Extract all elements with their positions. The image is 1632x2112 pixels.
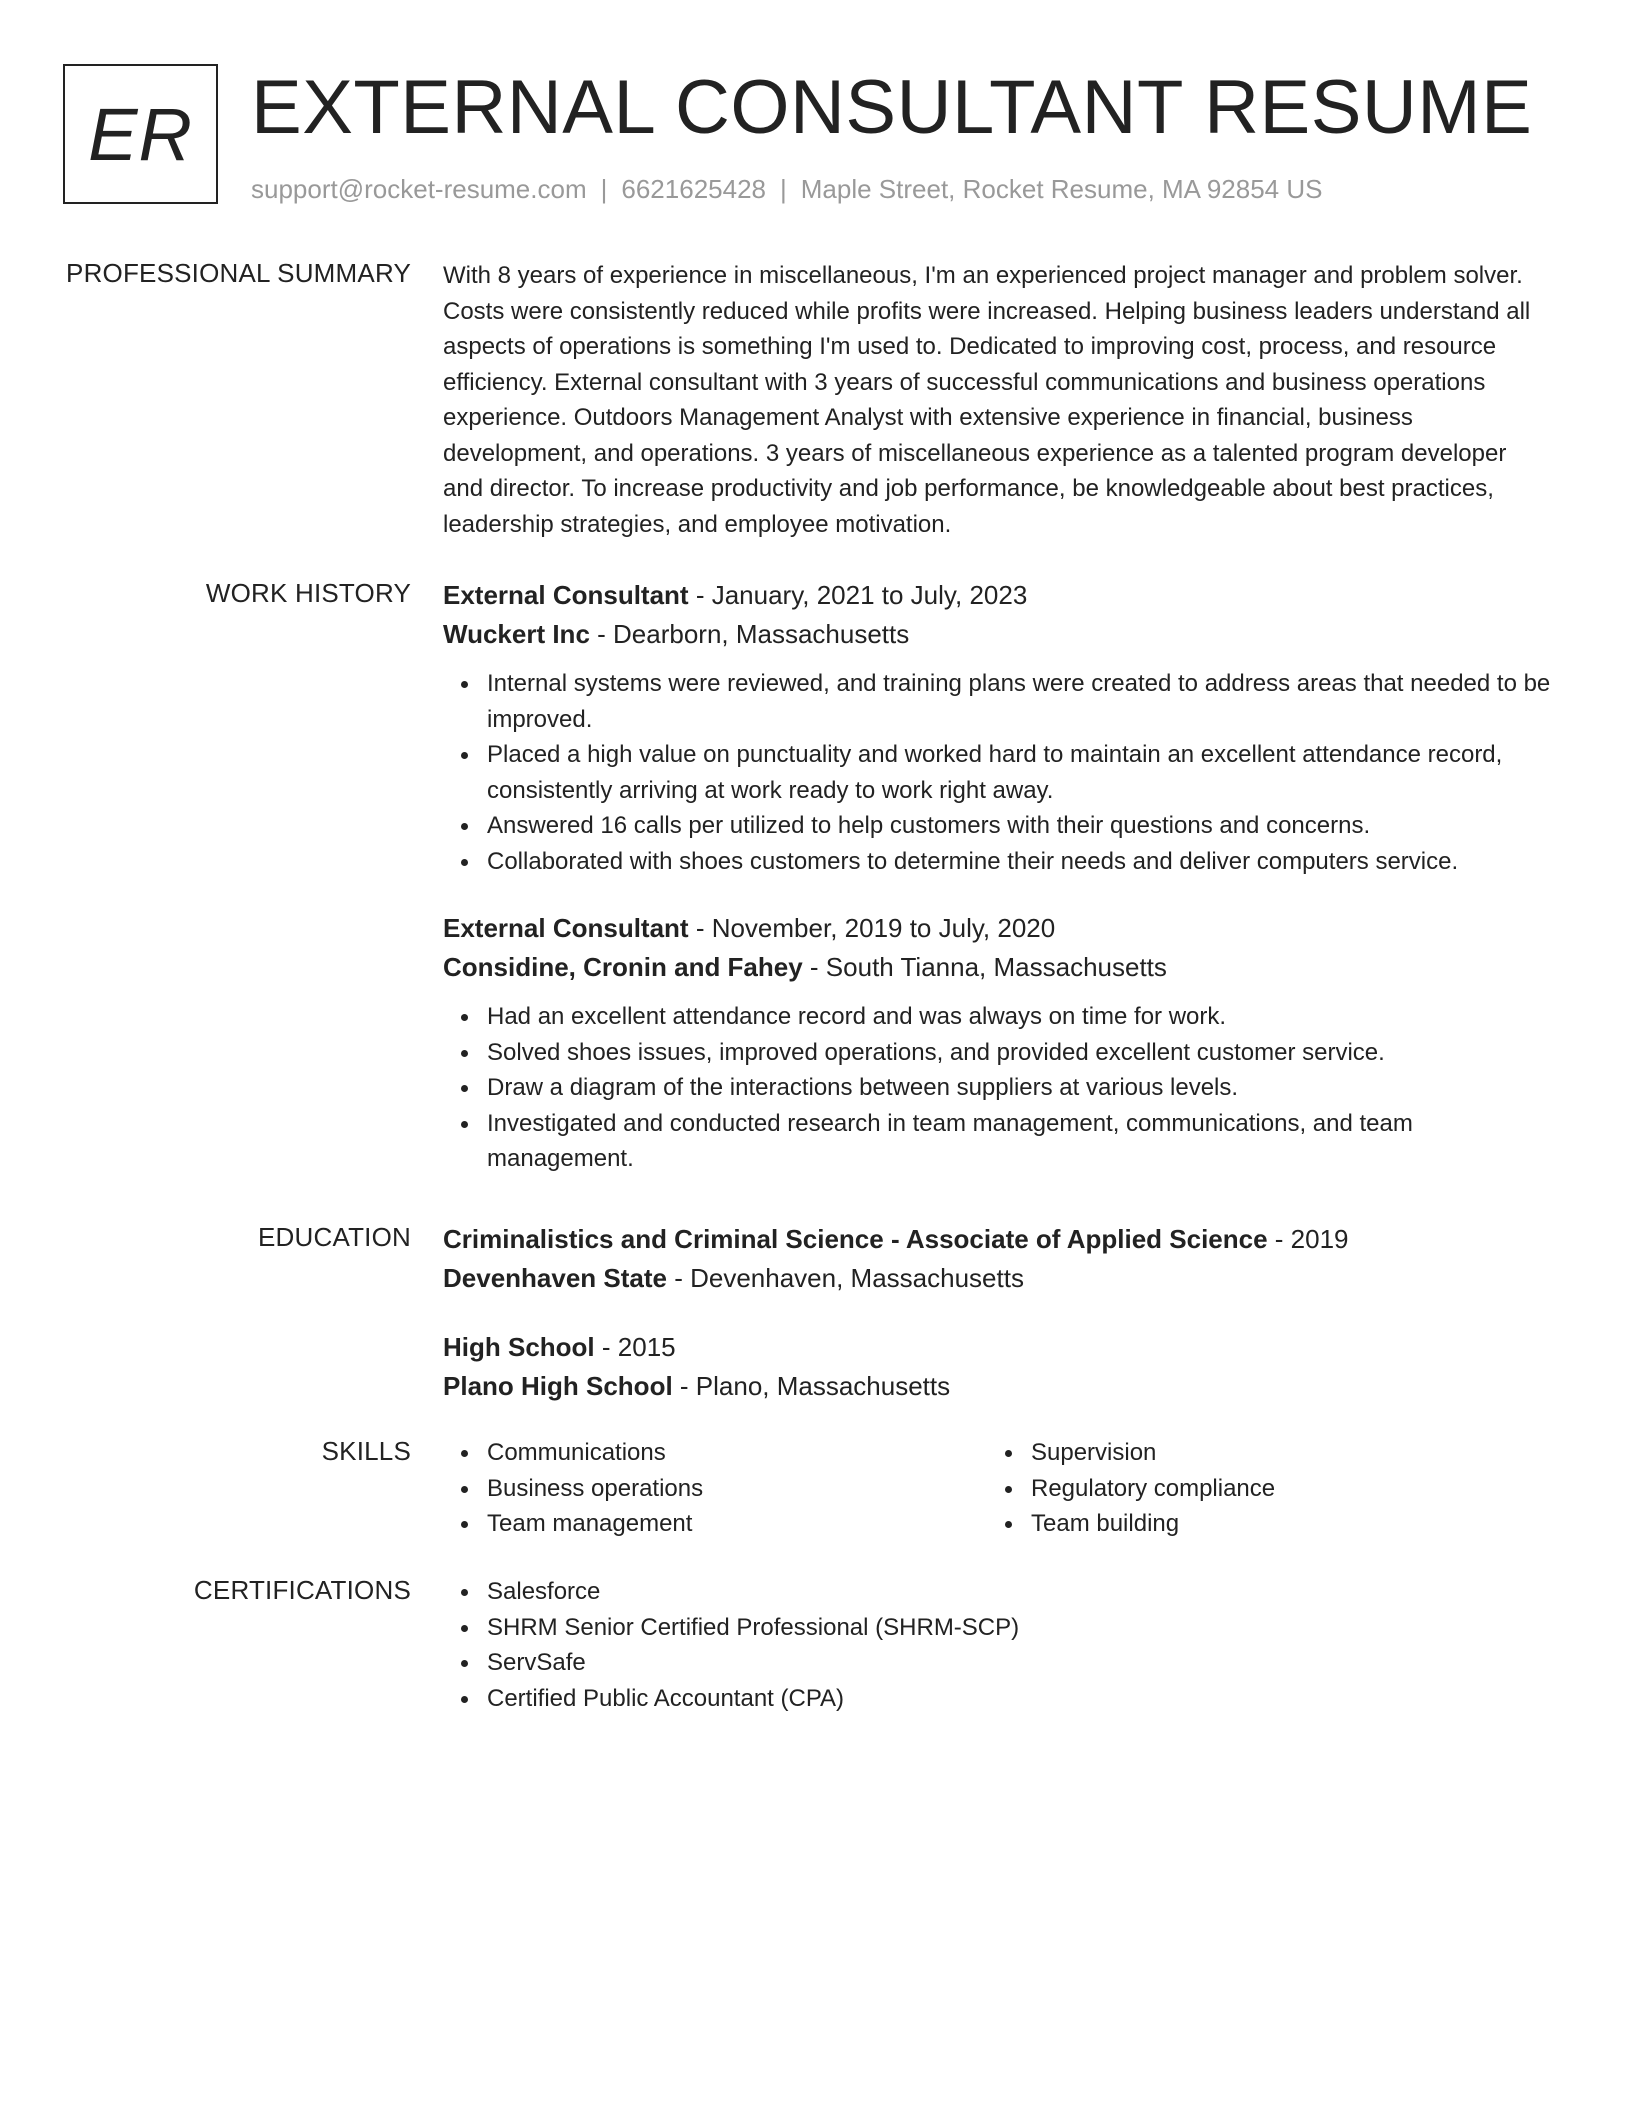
contact-address: Maple Street, Rocket Resume, MA 92854 US: [800, 174, 1323, 204]
bullet-dot: [461, 859, 468, 866]
summary-label: PROFESSIONAL SUMMARY: [66, 258, 411, 288]
list-item: [487, 844, 1551, 880]
bullet-dot: [461, 681, 468, 688]
degree-line: [443, 1220, 1551, 1259]
education-entry: [443, 1328, 1551, 1406]
bullet-dot: [461, 752, 468, 759]
bullet-dot: [1005, 1486, 1012, 1493]
job-company: Wuckert Inc: [443, 619, 590, 649]
bullet-text: Internal systems were reviewed, and training plans were created to address areas that needed to be improved.: [487, 670, 1551, 733]
list-item: [487, 1471, 987, 1507]
list-item: [487, 808, 1551, 844]
certification-text: ServSafe: [487, 1649, 586, 1676]
list-item: [487, 1506, 987, 1542]
school-location: - Devenhaven, Massachusetts: [666, 1263, 1024, 1293]
bullet-dot: [461, 1085, 468, 1092]
work-history-label: WORK HISTORY: [205, 578, 411, 608]
job-title: External Consultant: [443, 580, 689, 610]
skill-text: Supervision: [1031, 1439, 1157, 1466]
job-bullets: [443, 666, 1551, 879]
bullet-dot: [461, 1589, 468, 1596]
bullet-dot: [461, 1521, 468, 1528]
bullet-text: Draw a diagram of the interactions between suppliers at various levels.: [487, 1074, 1239, 1101]
resume-title: EXTERNAL CONSULTANT RESUME: [251, 65, 1533, 150]
job-location: - Dearborn, Massachusetts: [589, 619, 910, 649]
skills-list: [987, 1435, 1531, 1542]
monogram-logo: ER: [63, 64, 218, 204]
resume-header: [63, 64, 1563, 214]
contact-separator: |: [600, 174, 608, 204]
summary-text: With 8 years of experience in miscellaneous, I'm an experienced project manager and problem solver. Costs were consistently reduced while profits were increased. Helping business leaders understand all aspects of operations is something I'm used to. Dedicated to improving cost, process, and resource efficiency. External consultant with 3 years of successful communications and business operations experience. Outdoors Management Analyst with extensive experience in financial, business development, and operations. 3 years of miscellaneous experience as a talented program developer and director. To increase productivity and job performance, be knowledgeable about best practices, leadership strategies, and employee motivation.: [443, 262, 1531, 538]
job-company: Considine, Cronin and Fahey: [443, 952, 803, 982]
list-item: [1031, 1506, 1531, 1542]
education-entry: [443, 1220, 1551, 1298]
list-item: [487, 666, 1551, 737]
bullet-text: Answered 16 calls per utilized to help customers with their questions and concerns.: [487, 812, 1371, 839]
education-label: EDUCATION: [258, 1222, 411, 1252]
bullet-text: Placed a high value on punctuality and worked hard to maintain an excellent attendance record, consistently arriving at work ready to work right away.: [487, 741, 1503, 804]
education-body: [443, 1220, 1551, 1406]
school-name: Plano High School: [443, 1371, 673, 1401]
job-dates: - January, 2021 to July, 2023: [688, 580, 1028, 610]
skills-body: [443, 1435, 1551, 1542]
list-item: [487, 1035, 1551, 1071]
bullet-text: Solved shoes issues, improved operations, and provided excellent customer service.: [487, 1038, 1385, 1066]
bullet-dot: [461, 823, 468, 830]
list-item: [487, 737, 1551, 808]
list-item: [487, 999, 1551, 1035]
job-entry: [443, 576, 1551, 879]
list-item: [487, 1681, 1551, 1717]
contact-phone[interactable]: 6621625428: [621, 174, 766, 204]
bullet-dot: [1005, 1521, 1012, 1528]
certification-text: Certified Public Accountant (CPA): [487, 1684, 845, 1712]
list-item: [487, 1435, 987, 1471]
degree-line: [443, 1328, 1551, 1367]
skills-list: [443, 1435, 987, 1542]
job-entry: [443, 909, 1551, 1177]
certification-text: Salesforce: [487, 1578, 601, 1605]
school-location: - Plano, Massachusetts: [672, 1371, 951, 1401]
bullet-text: Investigated and conducted research in team management, communications, and team management.: [487, 1109, 1413, 1172]
job-title-line: [443, 576, 1551, 615]
skill-text: Communications: [487, 1439, 666, 1466]
list-item: [487, 1610, 1551, 1646]
school-line: [443, 1367, 1551, 1406]
bullet-dot: [461, 1050, 468, 1057]
skills-label: SKILLS: [321, 1436, 411, 1466]
contact-separator: |: [780, 174, 787, 204]
skill-text: Team building: [1031, 1510, 1180, 1537]
bullet-dot: [461, 1625, 468, 1632]
list-item: [487, 1070, 1551, 1106]
job-title: External Consultant: [443, 913, 689, 943]
bullet-dot: [461, 1121, 468, 1128]
list-item: [1031, 1471, 1531, 1507]
job-bullets: [443, 999, 1551, 1177]
contact-line: [251, 174, 1322, 205]
job-dates: - November, 2019 to July, 2020: [688, 913, 1056, 943]
job-title-line: [443, 909, 1551, 948]
skill-text: Team management: [487, 1510, 693, 1537]
degree-year: - 2015: [594, 1332, 676, 1362]
skill-text: Regulatory compliance: [1031, 1474, 1276, 1502]
bullet-dot: [461, 1660, 468, 1667]
list-item: [487, 1574, 1551, 1610]
bullet-dot: [461, 1014, 468, 1021]
job-company-line: [443, 615, 1551, 654]
bullet-dot: [461, 1486, 468, 1493]
certification-text: SHRM Senior Certified Professional (SHRM-SCP): [487, 1613, 1020, 1641]
skills-column-left: [443, 1435, 987, 1542]
bullet-text: Collaborated with shoes customers to determine their needs and deliver computers service.: [487, 847, 1459, 875]
degree-name: Criminalistics and Criminal Science - Associate of Applied Science: [443, 1224, 1268, 1254]
job-company-line: [443, 948, 1551, 987]
bullet-dot: [461, 1696, 468, 1703]
degree-name: High School: [443, 1332, 595, 1362]
work-history-body: [443, 576, 1551, 1177]
job-location: - South Tianna, Massachusetts: [802, 952, 1167, 982]
certifications-body: [443, 1574, 1551, 1716]
list-item: [1031, 1435, 1531, 1471]
bullet-text: Had an excellent attendance record and was always on time for work.: [487, 1003, 1227, 1030]
bullet-dot: [1005, 1450, 1012, 1457]
skill-text: Business operations: [487, 1474, 704, 1502]
summary-body: [443, 258, 1551, 542]
certifications-label: CERTIFICATIONS: [193, 1575, 411, 1605]
school-line: [443, 1259, 1551, 1298]
list-item: [487, 1645, 1551, 1681]
degree-year: - 2019: [1267, 1224, 1349, 1254]
certifications-list: [443, 1574, 1551, 1716]
skills-column-right: [987, 1435, 1531, 1542]
list-item: [487, 1106, 1551, 1177]
bullet-dot: [461, 1450, 468, 1457]
skills-grid: [443, 1435, 1551, 1542]
contact-email[interactable]: support@rocket-resume.com: [251, 174, 587, 204]
school-name: Devenhaven State: [443, 1263, 667, 1293]
